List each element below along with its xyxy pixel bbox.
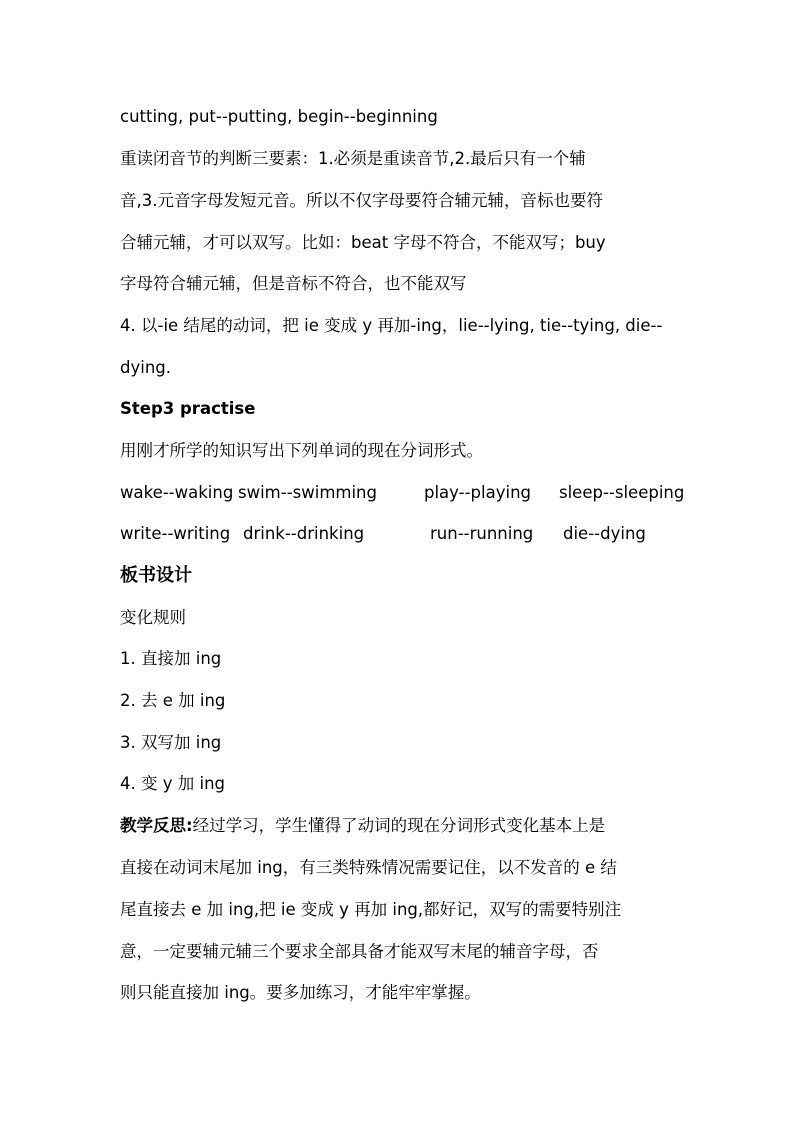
word-pair: swim--swimming (238, 483, 377, 502)
reflection-line: 意，一定要辅元辅三个要求全部具备才能双写末尾的辅音字母，否 (120, 942, 599, 961)
reflection-line: 则只能直接加 ing。要多加练习，才能牢牢掌握。 (120, 983, 481, 1002)
rule-item: 1. 直接加 ing (120, 649, 222, 668)
word-pair: die--dying (563, 524, 646, 543)
word-pair: run--running (430, 524, 534, 543)
text-line: 合辅元辅，才可以双写。比如：beat 字母不符合，不能双写；buy (120, 233, 606, 252)
section-heading-practise: Step3 practise (120, 399, 256, 418)
text-line: dying. (120, 358, 171, 377)
word-pair: wake--waking (120, 483, 234, 502)
text-line: 音,3.元音字母发短元音。所以不仅字母要符合辅元辅，音标也要符 (120, 191, 603, 210)
reflection-text: 经过学习，学生懂得了动词的现在分词形式变化基本上是 (192, 816, 606, 835)
rule-item: 4. 变 y 加 ing (120, 774, 226, 793)
reflection-first-line (120, 815, 605, 837)
reflection-line: 尾直接去 e 加 ing,把 ie 变成 y 再加 ing,都好记，双写的需要特别注 (120, 900, 622, 919)
word-pair: sleep--sleeping (559, 483, 685, 502)
word-pair: drink--drinking (243, 524, 365, 543)
rule-item: 3. 双写加 ing (120, 733, 222, 752)
text-line: cutting, put--putting, begin--beginning (120, 107, 438, 126)
text-line: 字母符合辅元辅，但是音标不符合，也不能双写 (120, 274, 467, 293)
reflection-line: 直接在动词末尾加 ing，有三类特殊情况需要记住，以不发音的 e 结 (120, 858, 617, 877)
rule-item: 2. 去 e 加 ing (120, 691, 226, 710)
text-line: 4. 以-ie 结尾的动词，把 ie 变成 y 再加-ing，lie--lying, tie--tying, die-- (120, 316, 663, 335)
text-line: 重读闭音节的判断三要素：1.必须是重读音节,2.最后只有一个辅 (120, 149, 586, 168)
reflection-label: 教学反思: (120, 816, 193, 835)
word-pair: write--writing (120, 524, 231, 543)
section-heading-board-design: 板书设计 (120, 565, 192, 586)
board-subtitle: 变化规则 (120, 608, 186, 627)
instruction-text: 用刚才所学的知识写出下列单词的现在分词形式。 (120, 441, 483, 460)
word-pair: play--playing (424, 483, 532, 502)
